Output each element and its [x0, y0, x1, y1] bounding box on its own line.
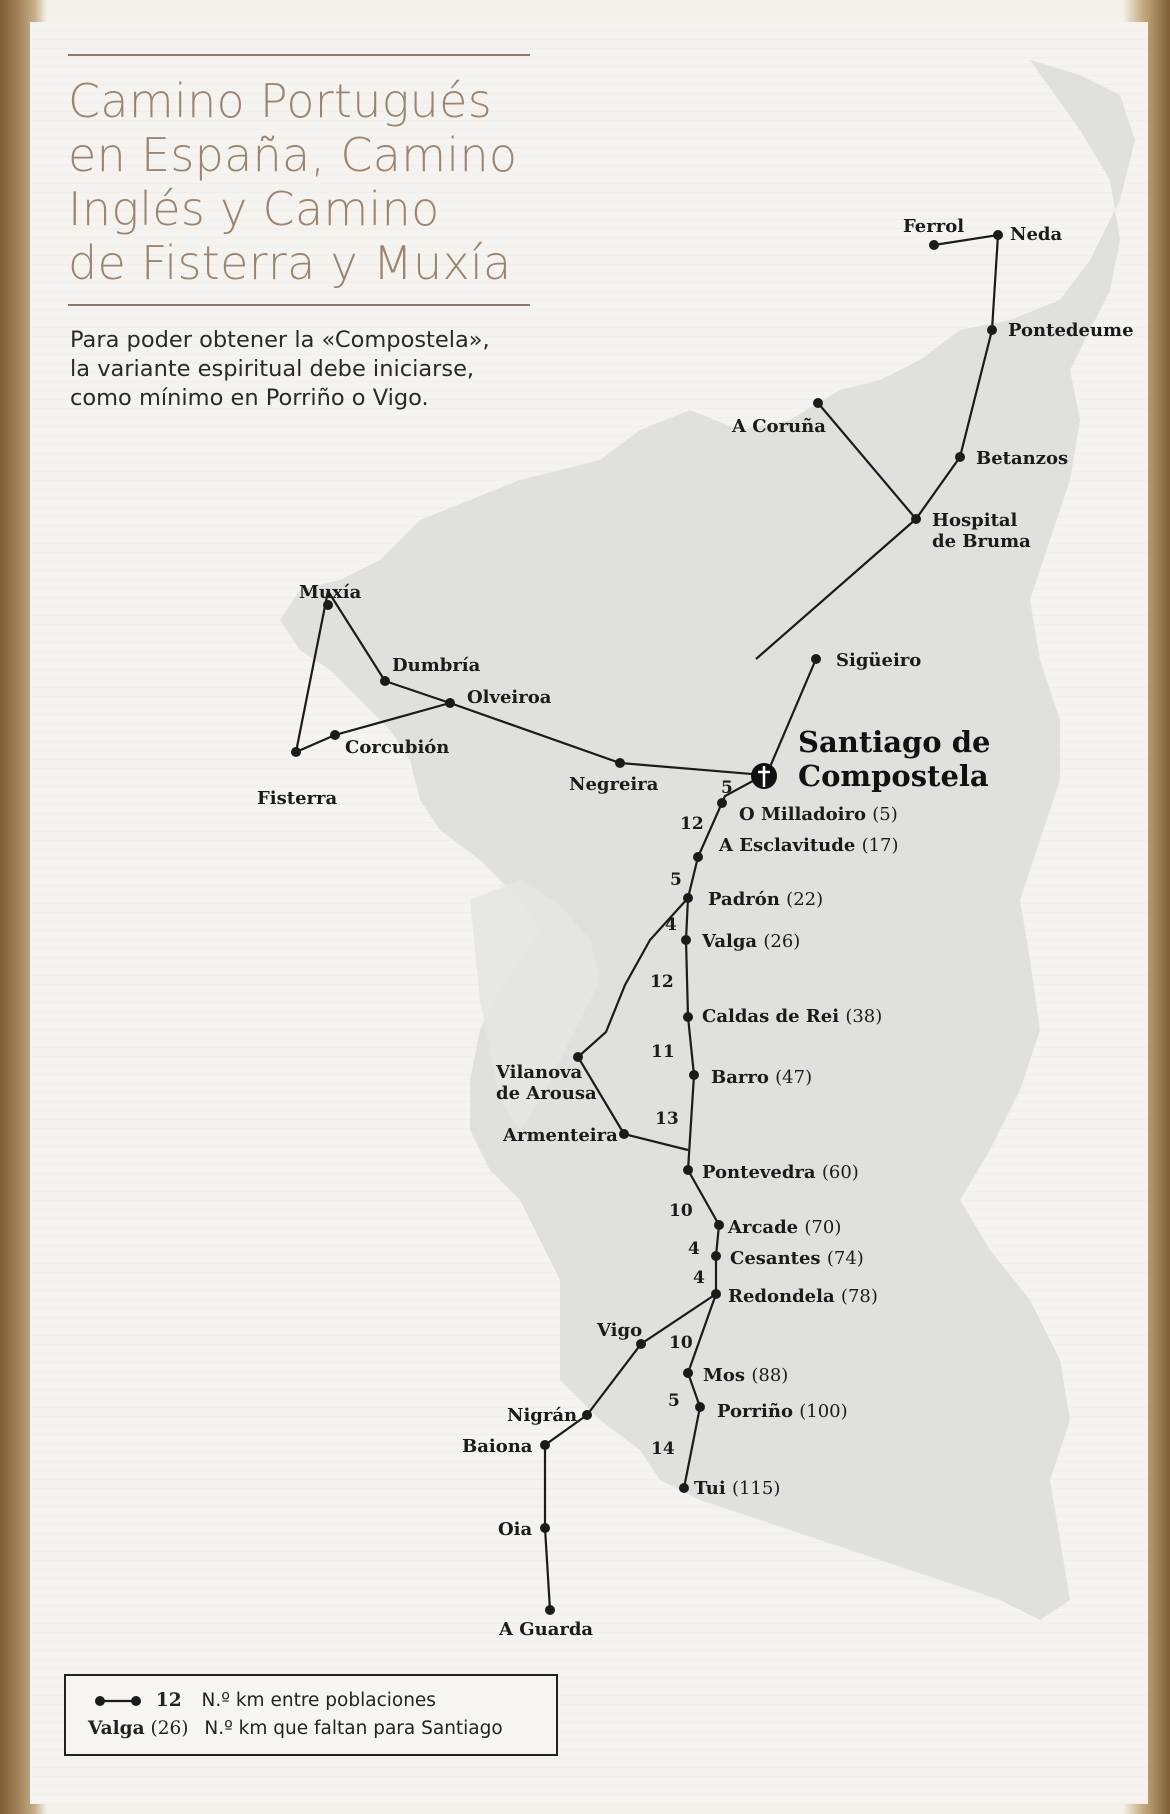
node-mos — [683, 1368, 693, 1378]
place-label: Porriño (100) — [717, 1401, 848, 1422]
node-corcubion — [330, 730, 340, 740]
node-fisterra — [291, 747, 301, 757]
place-label: Baiona — [462, 1436, 533, 1457]
place-label: Caldas de Rei (38) — [702, 1006, 883, 1027]
node-neda — [993, 230, 1003, 240]
title-line: Camino Portugués — [68, 74, 492, 128]
place-label: Neda — [1010, 224, 1063, 245]
node-pontedeume — [987, 325, 997, 335]
destination-line-1: Santiago de — [798, 725, 991, 759]
distance-label: 11 — [651, 1042, 675, 1062]
map-title — [68, 74, 588, 290]
place-label: Cesantes (74) — [730, 1248, 864, 1269]
node-dumbria — [380, 676, 390, 686]
place-label: Betanzos — [976, 448, 1069, 469]
place-label: A Coruña — [732, 416, 826, 437]
place-label: Valga (26) — [702, 931, 801, 952]
place-label: Negreira — [569, 774, 659, 795]
node-arcade — [714, 1220, 724, 1230]
title-rule-bottom — [68, 304, 530, 306]
place-label: Tui (115) — [694, 1478, 781, 1499]
title-line: en España, Camino — [68, 128, 518, 182]
node-olveiroa — [445, 698, 455, 708]
legend-distance-example: 12 — [155, 1690, 182, 1711]
node-padron — [683, 893, 693, 903]
node-armenteira — [619, 1129, 629, 1139]
land-silhouette — [280, 60, 1135, 1620]
node-coruna — [813, 398, 823, 408]
legend-row-remaining — [88, 1718, 503, 1746]
subtitle-line: Para poder obtener la «Compostela», — [70, 327, 490, 353]
place-label: de Bruma — [932, 531, 1031, 552]
node-guarda — [545, 1605, 555, 1615]
place-label: Padrón (22) — [708, 889, 824, 910]
place-label: de Arousa — [496, 1083, 597, 1104]
distance-label: 5 — [668, 1391, 680, 1411]
place-label: Pontevedra (60) — [702, 1162, 859, 1183]
place-label: Ferrol — [903, 216, 965, 237]
node-oia — [540, 1523, 550, 1533]
place-label: Mos (88) — [703, 1365, 789, 1386]
place-label: Pontedeume — [1008, 320, 1134, 341]
place-label: Vilanova — [496, 1062, 583, 1083]
node-baiona — [540, 1440, 550, 1450]
place-label: Arcade (70) — [728, 1217, 842, 1238]
distance-label: 5 — [721, 778, 733, 798]
santiago-cross-icon — [751, 763, 777, 789]
node-barro — [689, 1070, 699, 1080]
legend-distance-text: N.º km entre poblaciones — [201, 1690, 436, 1711]
node-sigueiro — [811, 654, 821, 664]
place-label: Redondela (78) — [728, 1286, 878, 1307]
node-betanzos — [955, 452, 965, 462]
place-label: Nigrán — [507, 1405, 578, 1426]
node-tui — [679, 1483, 689, 1493]
node-caldas — [683, 1012, 693, 1022]
distance-label: 12 — [680, 814, 704, 834]
distance-label: 4 — [688, 1239, 700, 1259]
legend-remaining-km: (26) — [150, 1718, 189, 1739]
distance-label: 4 — [693, 1268, 705, 1288]
place-label: Vigo — [597, 1320, 643, 1341]
legend-remaining-text: N.º km que faltan para Santiago — [204, 1718, 503, 1739]
legend-remaining-name: Valga — [88, 1718, 145, 1739]
place-label: Sigüeiro — [836, 650, 922, 671]
place-label: Barro (47) — [711, 1067, 813, 1088]
node-vilanova — [573, 1052, 583, 1062]
distance-label: 10 — [669, 1201, 693, 1221]
place-label: Muxía — [299, 582, 362, 603]
title-line: Inglés y Camino — [68, 182, 440, 236]
place-label: O Milladoiro (5) — [739, 804, 898, 825]
distance-label: 12 — [650, 972, 674, 992]
node-negreira — [615, 758, 625, 768]
legend-row-distance — [94, 1690, 436, 1718]
node-milladoiro — [717, 798, 727, 808]
distance-label: 13 — [655, 1109, 679, 1129]
place-label: Corcubión — [345, 737, 450, 758]
destination-line-2: Compostela — [798, 759, 989, 793]
node-porrino — [695, 1402, 705, 1412]
map-subtitle — [70, 326, 590, 413]
place-label: Dumbría — [392, 655, 481, 676]
node-hospital — [911, 514, 921, 524]
place-label: Oia — [498, 1519, 533, 1540]
subtitle-line: la variante espiritual debe iniciarse, — [70, 356, 475, 382]
distance-label: 10 — [669, 1333, 693, 1353]
node-esclavitude — [693, 852, 703, 862]
title-rule-top — [68, 54, 530, 56]
place-label: Armenteira — [503, 1125, 618, 1146]
node-ferrol — [929, 240, 939, 250]
node-redondela — [711, 1289, 721, 1299]
place-label: A Esclavitude (17) — [719, 835, 899, 856]
node-nigran — [582, 1410, 592, 1420]
node-pontevedra — [683, 1165, 693, 1175]
place-label: A Guarda — [499, 1619, 594, 1640]
place-label: Olveiroa — [467, 687, 552, 708]
place-label: Fisterra — [257, 788, 338, 809]
place-label: Hospital — [932, 510, 1018, 531]
legend-route-icon — [94, 1693, 142, 1709]
distance-label: 5 — [670, 870, 682, 890]
node-cesantes — [711, 1251, 721, 1261]
title-line: de Fisterra y Muxía — [68, 236, 512, 290]
node-valga — [681, 935, 691, 945]
map-legend — [64, 1674, 558, 1756]
distance-label: 4 — [665, 915, 677, 935]
distance-label: 14 — [651, 1439, 675, 1459]
subtitle-line: como mínimo en Porriño o Vigo. — [70, 385, 429, 411]
